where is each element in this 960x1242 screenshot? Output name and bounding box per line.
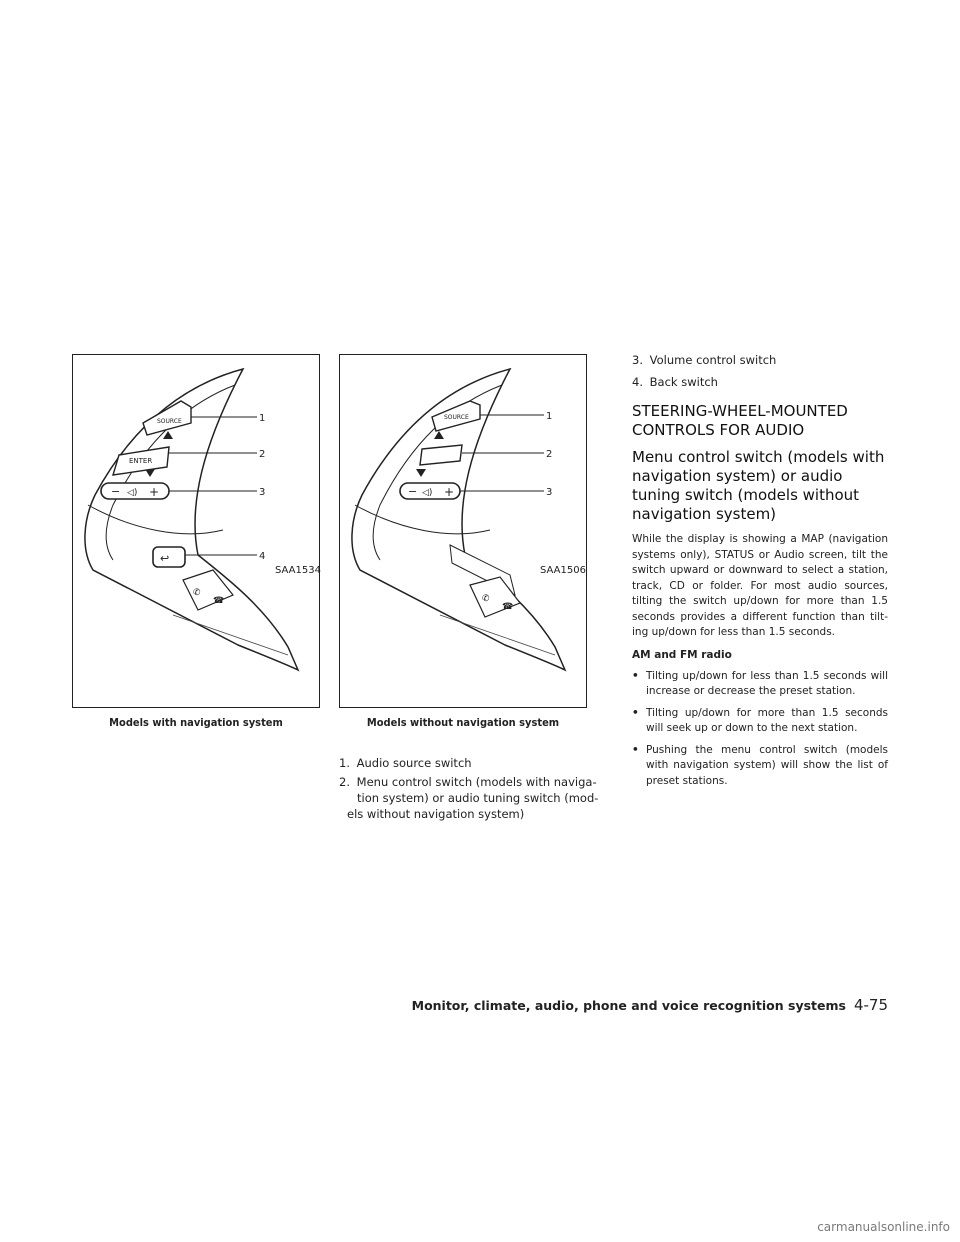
steering-controls-illustration [340,355,588,709]
chapter-title: Monitor, climate, audio, phone and voice recognition systems [411,998,846,1013]
list-item: 3. Volume control switch [632,353,777,367]
svg-text:−: − [408,485,418,498]
am-fm-heading: AM and FM radio [632,648,732,661]
source-button-label: SOURCE [444,414,469,421]
svg-text:◁): ◁) [127,488,138,498]
figure-code: SAA1506 [540,565,586,576]
bullet-icon: • [632,743,639,756]
svg-text:+: + [149,485,160,499]
svg-text:✆: ✆ [193,588,201,598]
callout-2: 2 [546,449,553,460]
callout-1: 1 [259,413,266,424]
steering-controls-illustration [73,355,321,709]
figure-code: SAA1534 [275,565,321,576]
list-item: 1. Audio source switch [339,756,472,770]
callout-4: 4 [259,551,266,562]
list-item: • Tilting up/down for more than 1.5 seconds will seek up or down to the next station. [632,706,888,734]
svg-text:◁): ◁) [422,488,433,498]
right-column [632,352,888,795]
source-button-label: SOURCE [157,418,182,425]
list-item: 4. Back switch [632,375,718,389]
list-item: 2. Menu control switch (models with naviga- tion system) or audio tuning switch (mod- els without navigation system) [339,775,599,821]
figure-caption: Models with navigation system [109,716,283,729]
svg-text:+: + [444,485,455,499]
enter-button-label: ENTER [129,457,153,465]
svg-text:−: − [111,485,121,498]
callout-3: 3 [546,487,553,498]
svg-text:☎: ☎ [213,596,225,606]
figure-caption: Models without navigation system [366,716,560,729]
callout-1: 1 [546,411,553,422]
figure-without-navigation [339,354,587,708]
bullet-icon: • [632,706,639,719]
body-paragraph: While the display is showing a MAP (navigation systems only), STATUS or Audio screen, tilt the switch upward or downward to select a station, track, CD or folder. For most audio sources, tilting the switch up/down for more than 1.5 seconds provides a different function than tilt-ing up/down for less than 1.5 seconds. [632,533,888,638]
svg-text:↩: ↩ [160,552,170,565]
subsection-title: Menu control switch (models with navigation system) or audio tuning switch (models without navigation system) [632,448,885,523]
page-number: 4-75 [853,996,888,1014]
page-footer [412,996,888,1014]
callout-3: 3 [259,487,266,498]
bullet-icon: • [632,669,639,682]
watermark[interactable]: carmanualsonline.info [817,1220,950,1234]
callout-2: 2 [259,449,266,460]
list-item: • Tilting up/down for less than 1.5 seconds will increase or decrease the preset station. [632,669,888,697]
svg-text:✆: ✆ [482,594,490,604]
list-item: • Pushing the menu control switch (models with navigation system) will show the list of preset stations. [632,743,888,787]
svg-text:☎: ☎ [502,602,514,612]
figure-with-navigation [72,354,320,708]
section-title: STEERING-WHEEL-MOUNTED CONTROLS FOR AUDIO [632,402,848,439]
